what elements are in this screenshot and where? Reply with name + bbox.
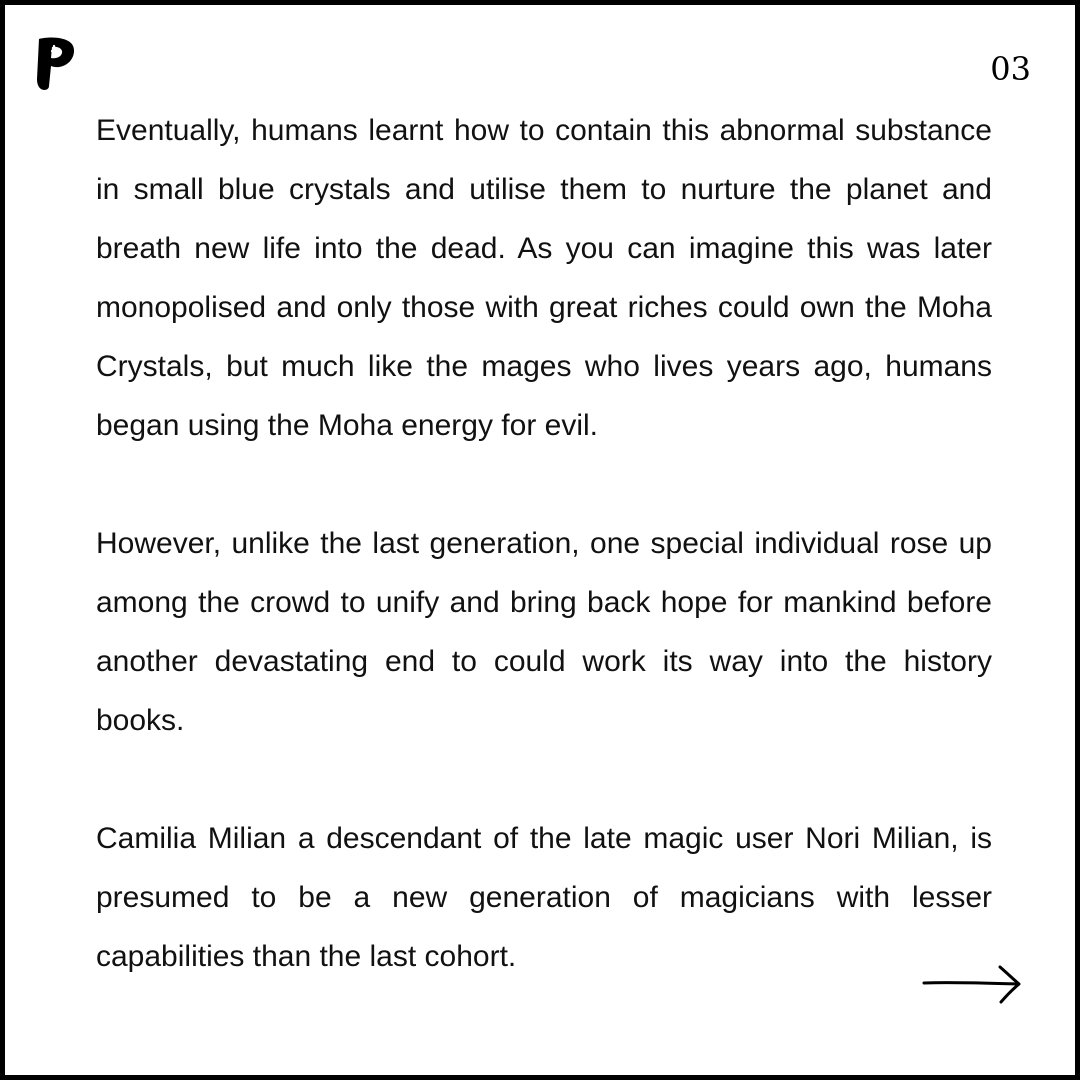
- page-number: 03: [990, 50, 1031, 88]
- brand-logo-icon: [33, 35, 77, 93]
- right-arrow-icon[interactable]: [921, 963, 1023, 1007]
- paragraph-2: However, unlike the last generation, one special individual rose up among the crowd to unify and bring back hope for mankind before another devastating end to could work its way into the history books.: [96, 527, 992, 737]
- story-text: [96, 101, 992, 986]
- paragraph-1: Eventually, humans learnt how to contain this abnormal substance in small blue crystals and utilise them to nurture the planet and breath new life into the dead. As you can imagine this was later monopolised and only those with great riches could own the Moha Crystals, but much like the mages who lives years ago, humans began using the Moha energy for evil.: [96, 114, 992, 442]
- paragraph-3: Camilia Milian a descendant of the late magic user Nori Milian, is presumed to be a new generation of magicians with lesser capabilities than the last cohort.: [96, 822, 992, 973]
